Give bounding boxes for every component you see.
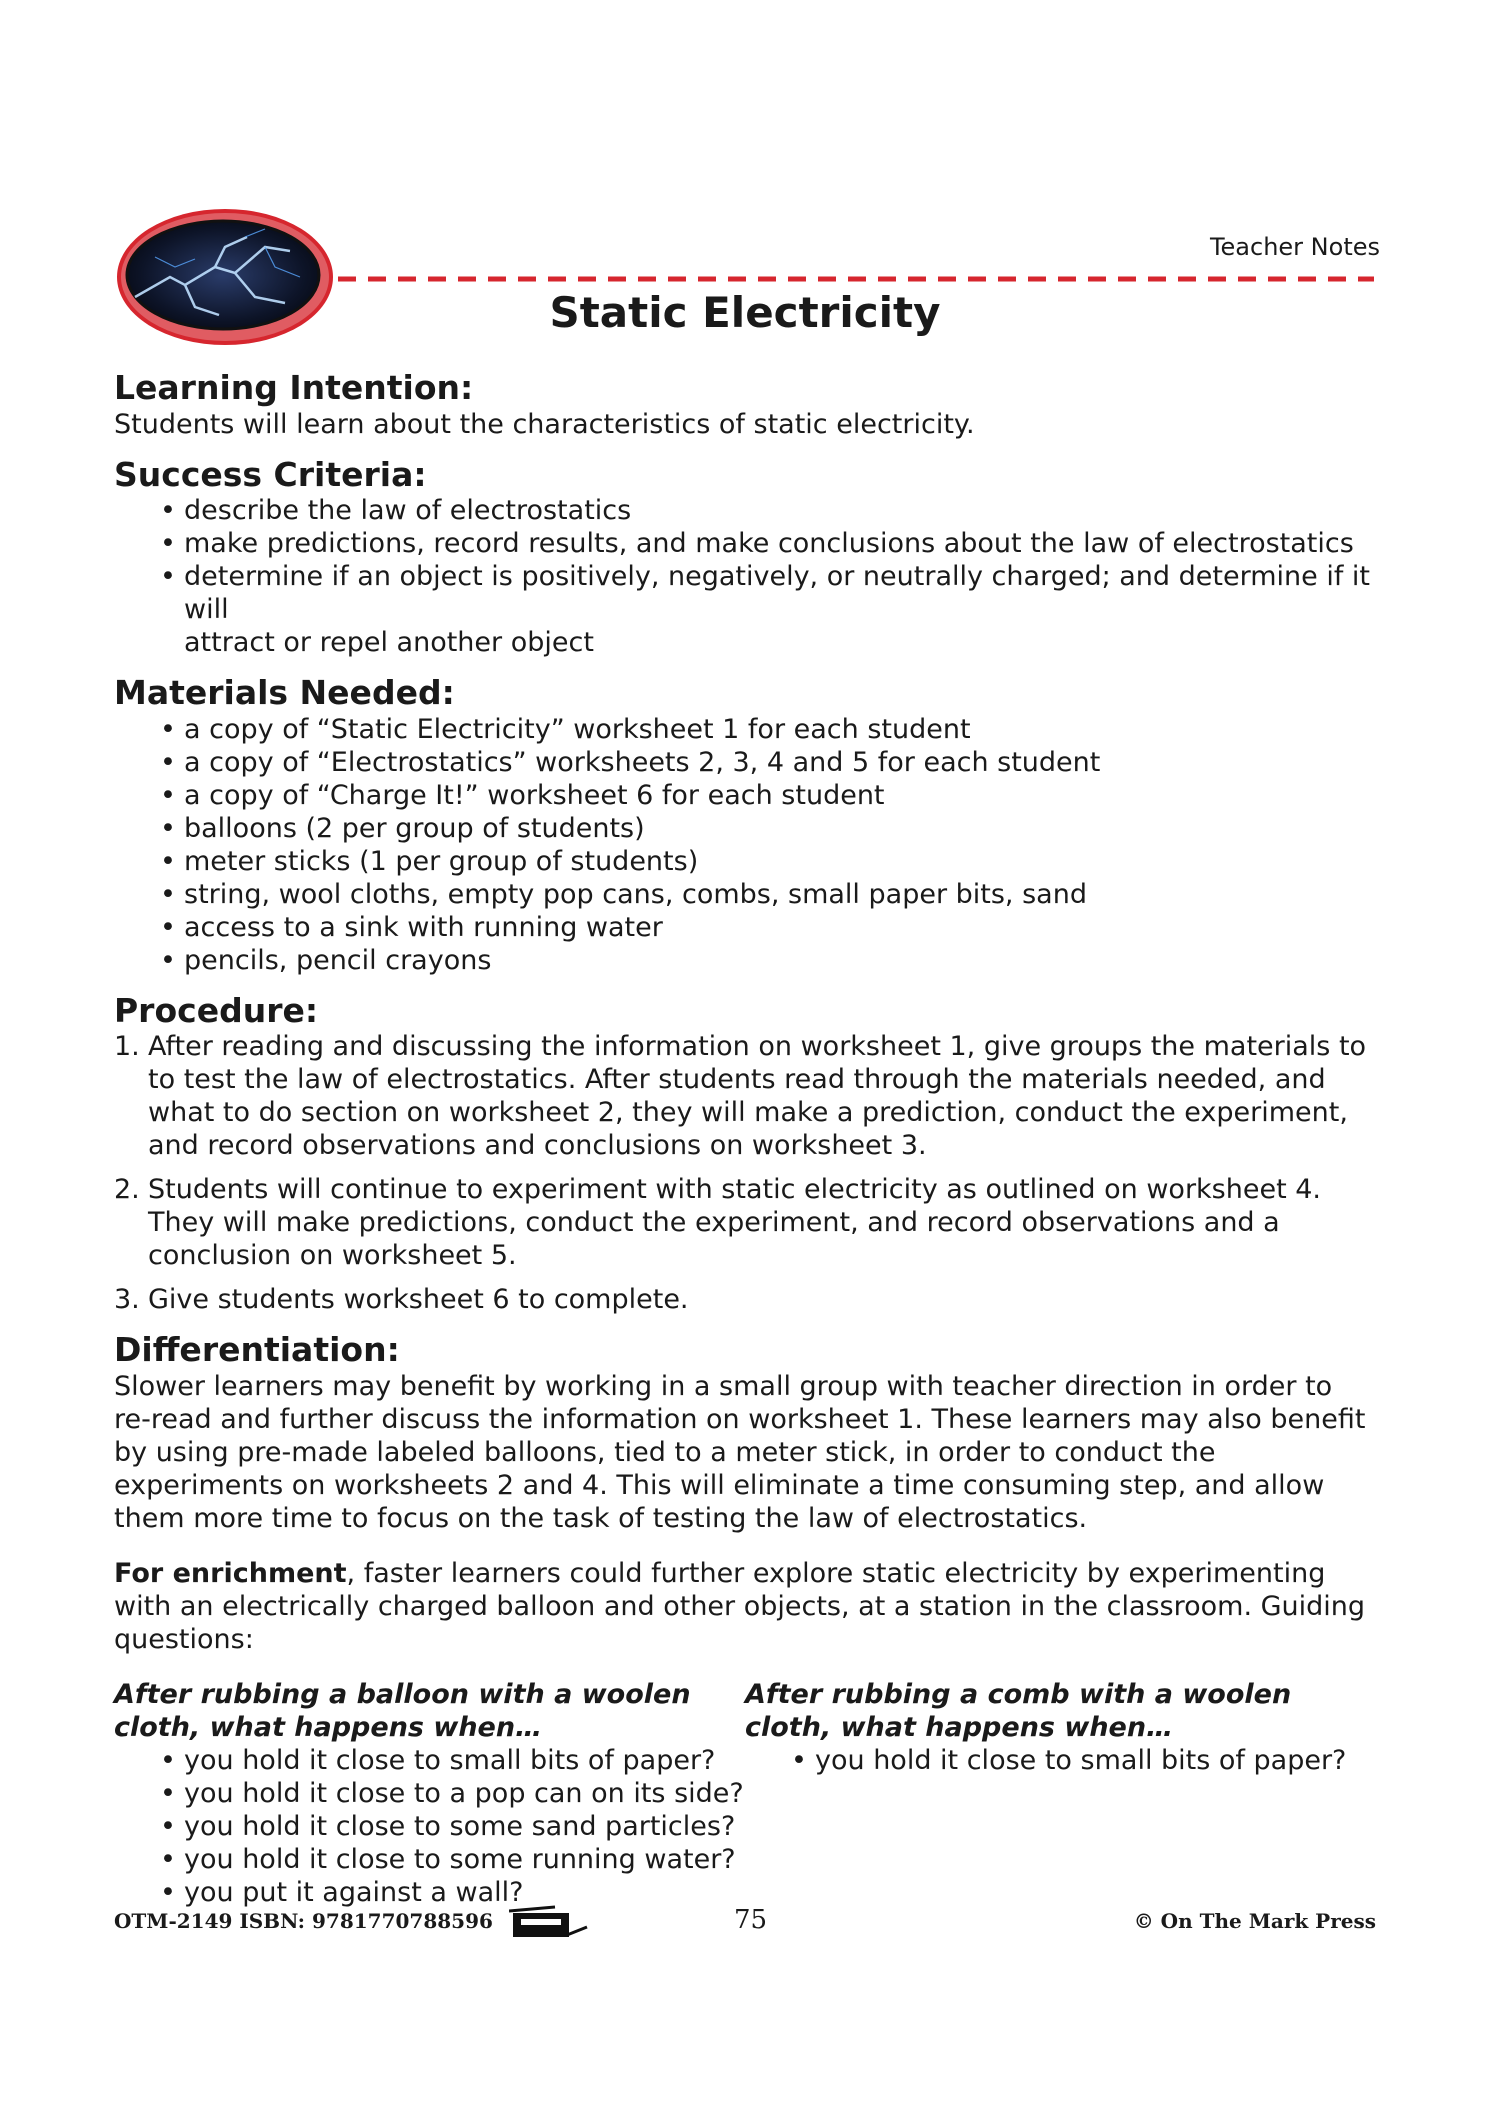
footer-code: OTM-2149 ISBN: 9781770788596: [114, 1909, 493, 1933]
dashed-divider: [338, 274, 1378, 284]
list-item: • string, wool cloths, empty pop cans, combs, small paper bits, sand: [160, 878, 1376, 911]
page-title: [250, 288, 1240, 337]
step-text: Give students worksheet 6 to complete.: [148, 1284, 689, 1316]
guiding-questions-right: [745, 1678, 1376, 1909]
list-item: • pencils, pencil crayons: [160, 944, 1376, 977]
list-item: • a copy of “Charge It!” worksheet 6 for each student: [160, 779, 1376, 812]
step-number: 3.: [114, 1284, 140, 1316]
guiding-heading-left: After rubbing a balloon with a woolen cloth, what happens when…: [114, 1678, 691, 1743]
learning-intention-section: [114, 368, 1376, 441]
procedure-section: [114, 991, 1376, 1317]
materials-heading: Materials Needed:: [114, 673, 455, 713]
differentiation-section: [114, 1330, 1376, 1656]
list-item: • you hold it close to some sand particles?: [160, 1810, 745, 1843]
enrichment-paragraph: [114, 1557, 1376, 1656]
materials-list: [114, 713, 1376, 977]
step-text: After reading and discussing the information on worksheet 1, give groups the materials to to test the law of electrostatics. After students read through the materials needed, and what to do section on worksheet 2, they will make a prediction, conduct the experiment, and record observations and conclusions on worksheet 3.: [148, 1031, 1367, 1162]
guiding-list-left: [114, 1744, 745, 1909]
materials-section: [114, 673, 1376, 977]
differentiation-paragraph: Slower learners may benefit by working in a small group with teacher direction in order to re-read and further discuss the information on worksheet 1. These learners may also benefit by using pre-made labeled balloons, tied to a meter stick, in order to conduct the experiments on worksheets 2 and 4. This will eliminate a time consuming step, and allow them more time to focus on the task of testing the law of electrostatics.: [114, 1370, 1366, 1534]
step-number: 1.: [114, 1031, 140, 1063]
section-label: Teacher Notes: [1209, 233, 1380, 261]
learning-intention-text: Students will learn about the characteristics of static electricity.: [114, 408, 975, 440]
success-criteria-heading: Success Criteria:: [114, 454, 427, 494]
procedure-step: [114, 1173, 1376, 1272]
list-item: • you hold it close to a pop can on its side?: [160, 1777, 745, 1810]
procedure-step: [114, 1283, 1376, 1316]
guiding-questions: [114, 1678, 1376, 1909]
step-text: Students will continue to experiment with static electricity as outlined on worksheet 4. They will make predictions, conduct the experiment, and record observations and a conclusion on worksheet 5.: [148, 1174, 1322, 1272]
guiding-list-right: [745, 1744, 1376, 1777]
guiding-heading-right: After rubbing a comb with a woolen cloth, what happens when…: [745, 1678, 1292, 1743]
enrichment-lead: For enrichment: [114, 1557, 347, 1589]
list-item: • a copy of “Static Electricity” worksheet 1 for each student: [160, 713, 1376, 746]
list-item: • a copy of “Electrostatics” worksheets 2, 3, 4 and 5 for each student: [160, 746, 1376, 779]
main-content: [114, 368, 1376, 1909]
scanner-icon: [509, 1905, 589, 1941]
list-item: • access to a sink with running water: [160, 911, 1376, 944]
list-item: • you hold it close to some running water?: [160, 1843, 745, 1876]
list-item: • balloons (2 per group of students): [160, 812, 1376, 845]
differentiation-heading: Differentiation:: [114, 1330, 400, 1370]
page-title-text: Static Electricity: [549, 288, 941, 337]
guiding-questions-left: [114, 1678, 745, 1909]
success-criteria-list: [114, 494, 1376, 626]
list-item: • meter sticks (1 per group of students): [160, 845, 1376, 878]
success-criteria-continuation: attract or repel another object: [184, 627, 594, 659]
success-criteria-section: [114, 455, 1376, 660]
procedure-heading: Procedure:: [114, 990, 319, 1030]
list-item: • describe the law of electrostatics: [160, 494, 1376, 527]
list-item: • you hold it close to small bits of paper?: [791, 1744, 1376, 1777]
list-item: • you put it against a wall?: [160, 1876, 745, 1909]
procedure-step: [114, 1030, 1376, 1162]
list-item: • make predictions, record results, and make conclusions about the law of electrostatics: [160, 527, 1376, 560]
enrichment-text: , faster learners could further explore static electricity by experimenting with an electrically charged balloon and other objects, at a station in the classroom. Guiding questions:: [114, 1557, 1366, 1655]
footer-copyright: © On The Mark Press: [1133, 1909, 1376, 1933]
procedure-list: [114, 1030, 1376, 1316]
learning-intention-heading: Learning Intention:: [114, 368, 474, 407]
step-number: 2.: [114, 1174, 140, 1206]
page-number: 75: [734, 1905, 768, 1935]
list-item: • determine if an object is positively, negatively, or neutrally charged; and determine if it will: [160, 560, 1376, 626]
list-item: • you hold it close to small bits of paper?: [160, 1744, 745, 1777]
page-footer: [114, 1905, 1376, 1945]
